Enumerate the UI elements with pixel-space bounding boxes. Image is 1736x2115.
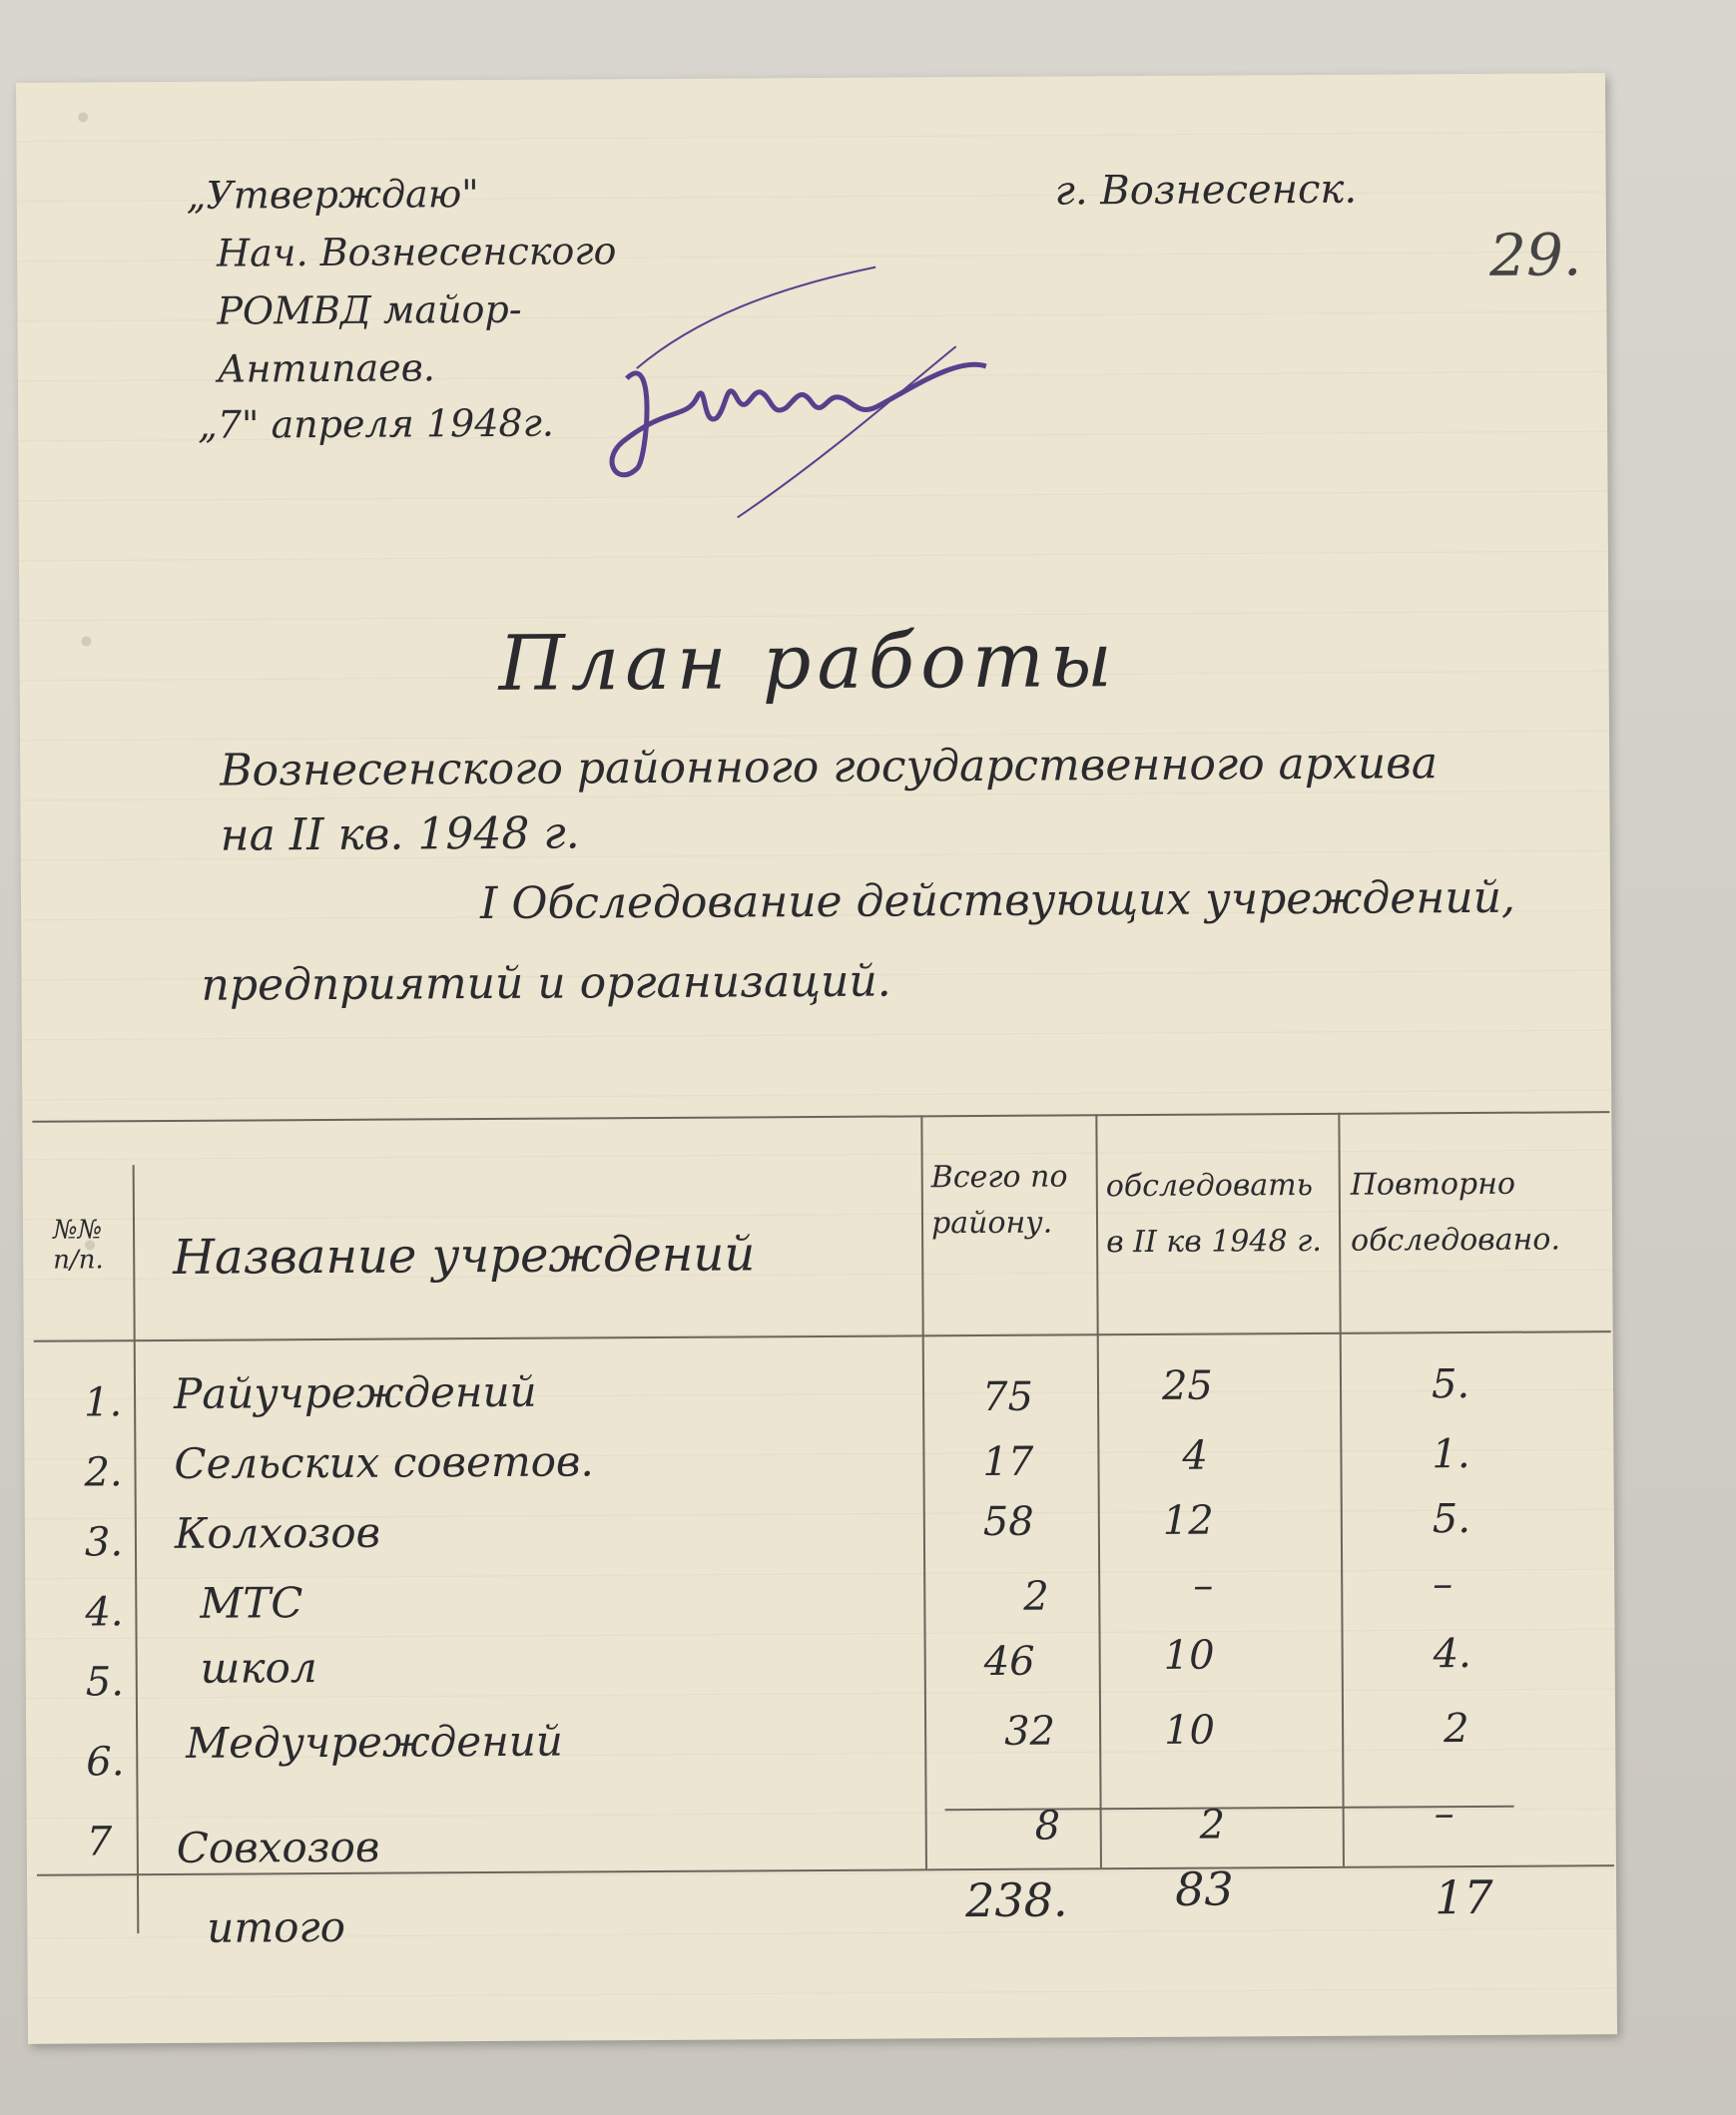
- row-surveyed: –: [1193, 1562, 1214, 1609]
- row-name: Медучреждений: [186, 1716, 564, 1768]
- row-num: 4.: [85, 1589, 124, 1636]
- row-surveyed: 12: [1162, 1497, 1214, 1544]
- row-total: 32: [1003, 1708, 1056, 1755]
- totals-label: итого: [207, 1901, 346, 1952]
- row-num: 1.: [83, 1379, 123, 1426]
- table-column-rule: [1095, 1114, 1102, 1867]
- row-name: Совхозов: [176, 1822, 380, 1872]
- row-name: Райучреждений: [173, 1366, 537, 1418]
- punch-hole: [81, 636, 91, 646]
- header-num: №№ п/п.: [52, 1215, 104, 1276]
- row-name: Колхозов: [174, 1507, 381, 1558]
- section-heading: I Обследование действующих учреждений,: [479, 871, 1516, 930]
- row-repeat: 2: [1443, 1706, 1469, 1753]
- row-surveyed: 10: [1163, 1707, 1216, 1754]
- row-surveyed: 4: [1182, 1432, 1209, 1479]
- row-total: 2: [1023, 1573, 1049, 1620]
- table-column-rule: [1338, 1113, 1345, 1866]
- title-line: на II кв. 1948 г.: [220, 807, 580, 861]
- row-num: 3.: [84, 1519, 124, 1566]
- table-column-rule: [133, 1165, 140, 1933]
- row-name: МТС: [200, 1578, 303, 1628]
- row-total: 75: [981, 1373, 1034, 1420]
- row-total: 58: [982, 1498, 1034, 1545]
- totals-surveyed: 83: [1174, 1861, 1234, 1916]
- row-surveyed: 25: [1161, 1362, 1214, 1409]
- page-number: 29.: [1488, 221, 1582, 289]
- totals-repeat: 17: [1434, 1869, 1493, 1925]
- row-name: школ: [200, 1643, 317, 1693]
- row-repeat: 4.: [1433, 1631, 1471, 1678]
- row-repeat: 1.: [1432, 1431, 1470, 1478]
- punch-hole: [78, 112, 88, 122]
- row-surveyed: 10: [1163, 1632, 1215, 1679]
- approval-line: Нач. Вознесенского: [216, 229, 617, 275]
- approval-line: Антипаев.: [217, 345, 436, 391]
- row-repeat: –: [1433, 1561, 1453, 1608]
- row-repeat: 5.: [1432, 1496, 1471, 1543]
- table-column-rule: [920, 1115, 927, 1868]
- approval-line: РОМВД майор-: [217, 286, 522, 333]
- approval-line: „7" апреля 1948г.: [197, 400, 555, 447]
- header-repeat: Повторно обследовано.: [1350, 1166, 1561, 1259]
- row-repeat: –: [1434, 1791, 1454, 1838]
- row-name: Сельских советов.: [174, 1436, 594, 1488]
- row-num: 6.: [86, 1739, 125, 1786]
- table-top-rule: [32, 1111, 1609, 1123]
- title-line: Вознесенского районного государственного архива: [220, 738, 1439, 796]
- header-name: Название учреждений: [173, 1226, 756, 1286]
- row-surveyed: 2: [1199, 1802, 1226, 1849]
- row-num: 5.: [85, 1659, 125, 1706]
- row-repeat: 5.: [1431, 1361, 1470, 1408]
- table-header-rule: [34, 1330, 1611, 1342]
- document-page: [16, 73, 1617, 2044]
- document-title: План работы: [498, 615, 1119, 708]
- section-heading: предприятий и организаций.: [201, 955, 891, 1011]
- totals-total: 238.: [964, 1872, 1068, 1928]
- row-total: 46: [983, 1638, 1035, 1685]
- row-total: 8: [1034, 1803, 1061, 1850]
- row-total: 17: [982, 1438, 1034, 1485]
- header-total: Всего по району.: [930, 1159, 1068, 1242]
- city-label: г. Вознесенск.: [1054, 166, 1358, 215]
- signature: [576, 257, 1037, 529]
- row-num: 7: [86, 1819, 113, 1865]
- header-surveyed: обследовать в II кв 1948 г.: [1105, 1167, 1322, 1261]
- row-num: 2.: [84, 1449, 123, 1496]
- table-row-rule: [945, 1806, 1514, 1811]
- approval-line: „Утверждаю": [186, 172, 479, 218]
